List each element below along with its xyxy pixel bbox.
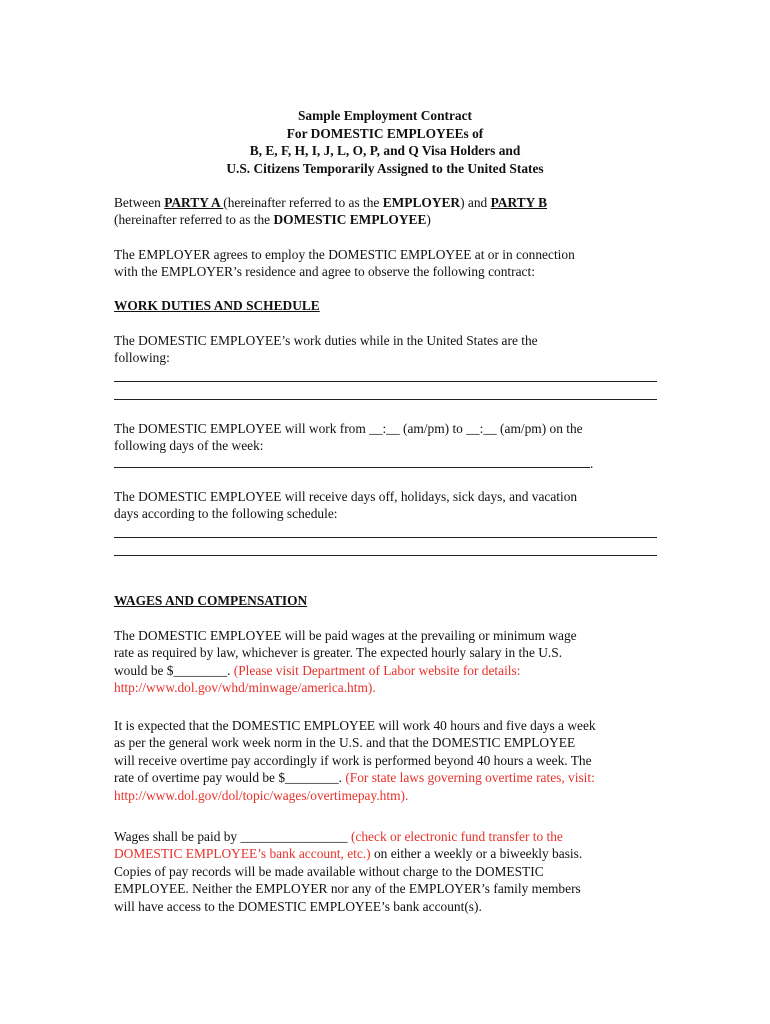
hours-paragraph — [114, 420, 659, 455]
dol-note: (Please visit Department of Labor website for details: — [233, 662, 521, 678]
bank-account-note: DOMESTIC EMPLOYEE’s bank account, etc.) — [114, 846, 371, 862]
payment-method-text: Wages shall be paid by ________________ — [114, 829, 351, 844]
days-off-paragraph — [114, 488, 659, 523]
days-off-line-2: days according to the following schedule: — [114, 506, 338, 522]
wages-p1-line-1: The DOMESTIC EMPLOYEE will be paid wages at the prevailing or minimum wage — [114, 628, 577, 643]
title-line-4: U.S. Citizens Temporarily Assigned to the United States — [226, 160, 544, 176]
wages-p3-line-3: Copies of pay records will be made available without charge to the DOMESTIC — [114, 863, 544, 879]
hours-line-1: The DOMESTIC EMPLOYEE will work from __:__ (am/pm) to __:__ (am/pm) on the — [114, 421, 583, 436]
duties-line-1: The DOMESTIC EMPLOYEE’s work duties while in the United States are the — [114, 333, 538, 348]
hereinafter-text-2: (hereinafter referred to as the — [114, 212, 274, 228]
minwage-url[interactable]: http://www.dol.gov/whd/minwage/america.htm). — [114, 680, 376, 696]
payment-method-note: (check or electronic fund transfer to the — [350, 829, 563, 844]
work-duties-heading: WORK DUTIES AND SCHEDULE — [114, 298, 320, 313]
and-text: ) and — [460, 195, 491, 210]
wages-p2-line-2: as per the general work week norm in the U.S. and that the DOMESTIC EMPLOYEE — [114, 735, 576, 751]
title-line-2: For DOMESTIC EMPLOYEEs of — [286, 125, 484, 141]
overtime-rate-text: rate of overtime pay would be $________. — [114, 770, 346, 786]
wages-p3-line-4: EMPLOYEE. Neither the EMPLOYER nor any of the EMPLOYER’s family members — [114, 881, 581, 897]
wages-paragraph-2 — [114, 717, 659, 804]
agreement-line-2: with the EMPLOYER’s residence and agree to observe the following contract: — [114, 264, 535, 280]
duties-blank-line-1[interactable] — [114, 381, 657, 382]
hourly-salary-text: would be $________. — [114, 662, 234, 678]
duties-blank-line-2[interactable] — [114, 399, 657, 400]
parties-paragraph — [114, 194, 659, 229]
agreement-line-1: The EMPLOYER agrees to employ the DOMESTIC EMPLOYEE at or in connection — [114, 247, 575, 262]
agreement-paragraph — [114, 246, 659, 281]
wages-p1-line-2: rate as required by law, whichever is greater. The expected hourly salary in the U.S. — [114, 645, 563, 661]
title-line-1: Sample Employment Contract — [297, 108, 473, 123]
work-days-blank-line[interactable] — [114, 467, 590, 468]
duties-paragraph — [114, 332, 659, 367]
title-line-3: B, E, F, H, I, J, L, O, P, and Q Visa Holders and — [249, 143, 521, 158]
duties-line-2: following: — [114, 350, 170, 366]
hereinafter-text-1: (hereinafter referred to as the — [223, 195, 383, 210]
between-text: Between — [114, 195, 165, 210]
close-paren: ) — [426, 212, 431, 228]
wages-paragraph-1 — [114, 627, 659, 697]
days-off-line-1: The DOMESTIC EMPLOYEE will receive days off, holidays, sick days, and vacation — [114, 489, 578, 504]
domestic-employee-label: DOMESTIC EMPLOYEE — [273, 212, 427, 228]
wages-p3-line-5: will have access to the DOMESTIC EMPLOYEE’s bank account(s). — [114, 898, 482, 914]
document-title — [114, 107, 656, 177]
party-b-label: PARTY B — [490, 195, 548, 210]
wages-p2-line-3: will receive overtime pay accordingly if work is performed beyond 40 hours a week. The — [114, 752, 592, 768]
party-a-label: PARTY A — [164, 195, 224, 210]
hours-line-2: following days of the week: — [114, 438, 264, 454]
days-off-blank-line-1[interactable] — [114, 537, 657, 538]
wages-paragraph-3 — [114, 828, 659, 915]
days-off-blank-line-2[interactable] — [114, 555, 657, 556]
employer-label: EMPLOYER — [382, 195, 461, 210]
wages-heading: WAGES AND COMPENSATION — [114, 593, 308, 608]
overtime-note: (For state laws governing overtime rates, visit: — [345, 770, 595, 786]
work-days-period: . — [590, 456, 594, 471]
wages-p2-line-1: It is expected that the DOMESTIC EMPLOYEE will work 40 hours and five days a week — [114, 718, 596, 733]
overtime-url[interactable]: http://www.dol.gov/dol/topic/wages/overtimepay.htm). — [114, 787, 409, 803]
payment-frequency-text: on either a weekly or a biweekly basis. — [370, 846, 583, 862]
